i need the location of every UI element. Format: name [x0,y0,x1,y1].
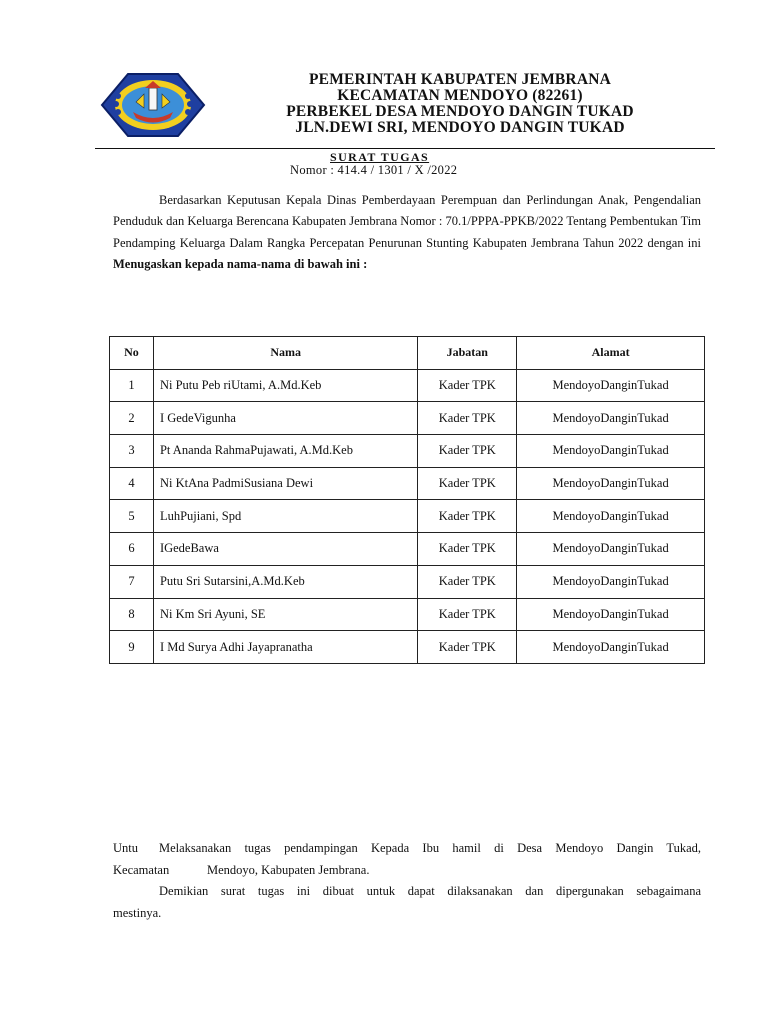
cell-no: 8 [110,598,154,631]
cell-jabatan: Kader TPK [418,533,517,566]
header-nama: Nama [153,337,417,370]
cell-no: 9 [110,631,154,664]
document-number: Nomor : 414.4 / 1301 / X /2022 [290,163,458,177]
cell-alamat: MendoyoDanginTukad [517,533,705,566]
task-text-2: Mendoyo, Kabupaten Jembrana. [207,862,370,877]
cell-jabatan: Kader TPK [418,369,517,402]
cell-alamat: MendoyoDanginTukad [517,467,705,500]
cell-no: 3 [110,435,154,468]
cell-alamat: MendoyoDanginTukad [517,598,705,631]
table-header-row [110,337,705,370]
cell-jabatan: Kader TPK [418,435,517,468]
cell-jabatan: Kader TPK [418,565,517,598]
cell-nama: IGedeBawa [153,533,417,566]
intro-text: Berdasarkan Keputusan Kepala Dinas Pemberdayaan Perempuan dan Perlindungan Anak, Pengendalian Penduduk dan Keluarga Berencana Kabupaten Jembrana Nomor : 70.1/PPPA-PPKB/2022 Tentang Pembentukan Tim Pendamping Keluarga Dalam Rangka Percepatan Penurunan Stunting Kabupaten Jembrana Tahun 2022 dengan ini [113,193,701,250]
intro-paragraph [113,190,701,275]
letterhead [250,72,670,136]
header-jabatan: Jabatan [418,337,517,370]
cell-alamat: MendoyoDanginTukad [517,631,705,664]
cell-nama: Ni Putu Peb riUtami, A.Md.Keb [153,369,417,402]
assignment-table [109,336,705,664]
kecamatan-label: Kecamatan [113,862,170,877]
cell-nama: Putu Sri Sutarsini,A.Md.Keb [153,565,417,598]
header-alamat: Alamat [517,337,705,370]
cell-nama: LuhPujiani, Spd [153,500,417,533]
cell-alamat: MendoyoDanginTukad [517,500,705,533]
document-title: SURAT TUGAS [330,150,430,164]
letterhead-line-government: PEMERINTAH KABUPATEN JEMBRANA [308,71,612,88]
closing-section [113,838,701,924]
jembrana-regency-emblem-icon [100,72,206,138]
cell-no: 5 [110,500,154,533]
table-row [110,565,705,598]
cell-nama: Ni KtAna PadmiSusiana Dewi [153,467,417,500]
table-row [110,500,705,533]
table-row [110,402,705,435]
cell-nama: Ni Km Sri Ayuni, SE [153,598,417,631]
table-row [110,598,705,631]
cell-alamat: MendoyoDanginTukad [517,565,705,598]
cell-no: 7 [110,565,154,598]
table-row [110,369,705,402]
table-row [110,631,705,664]
task-line-1 [113,838,701,860]
cell-jabatan: Kader TPK [418,598,517,631]
final-line-2: mestinya. [113,905,162,920]
header-no: No [110,337,154,370]
letterhead-divider [95,148,715,149]
table-row [110,533,705,566]
letterhead-line-village: PERBEKEL DESA MENDOYO DANGIN TUKAD [286,103,634,120]
task-line-2 [113,860,701,882]
cell-jabatan: Kader TPK [418,500,517,533]
cell-no: 4 [110,467,154,500]
intro-bold-text: Menugaskan kepada nama-nama di bawah ini : [113,256,368,271]
cell-no: 2 [110,402,154,435]
cell-jabatan: Kader TPK [418,467,517,500]
cell-nama: I Md Surya Adhi Jayapranatha [153,631,417,664]
cell-nama: I GedeVigunha [153,402,417,435]
cell-no: 6 [110,533,154,566]
letterhead-line-address: JLN.DEWI SRI, MENDOYO DANGIN TUKAD [295,119,625,136]
cell-alamat: MendoyoDanginTukad [517,402,705,435]
cell-no: 1 [110,369,154,402]
letterhead-line-district: KECAMATAN MENDOYO (82261) [337,87,583,104]
table-row [110,435,705,468]
final-line-1: Demikian surat tugas ini dibuat untuk dapat dilaksanakan dan dipergunakan sebagaimana [159,884,701,898]
cell-nama: Pt Ananda RahmaPujawati, A.Md.Keb [153,435,417,468]
cell-jabatan: Kader TPK [418,631,517,664]
cell-alamat: MendoyoDanginTukad [517,435,705,468]
task-text-1: Melaksanakan tugas pendampingan Kepada Ibu hamil di Desa Mendoyo Dangin Tukad, [159,841,701,855]
untu-label: Untu [113,841,138,855]
cell-jabatan: Kader TPK [418,402,517,435]
table-row [110,467,705,500]
cell-alamat: MendoyoDanginTukad [517,369,705,402]
